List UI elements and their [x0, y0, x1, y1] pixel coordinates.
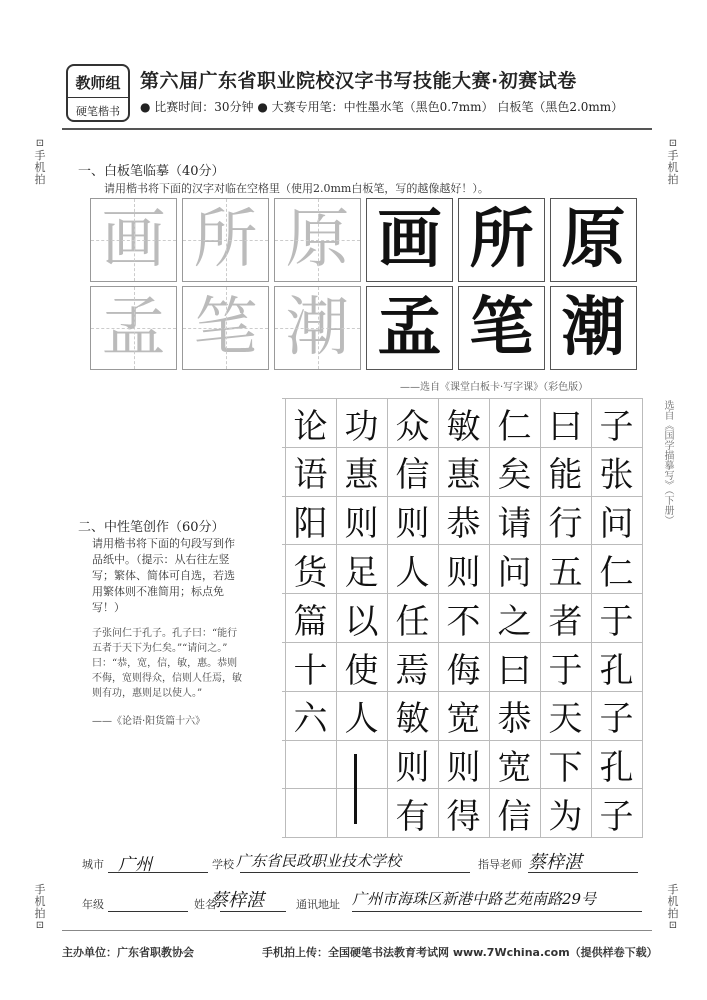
address-label: 通讯地址: [296, 898, 340, 911]
camera-icon: ⊡: [35, 138, 45, 149]
written-character: 之: [497, 601, 532, 642]
written-character: 于: [548, 650, 583, 691]
grid-column-line: [642, 398, 643, 838]
written-character: 使: [344, 650, 379, 691]
written-character: 天: [548, 699, 583, 740]
written-character: 惠: [446, 455, 481, 496]
written-character: 张: [599, 455, 634, 496]
written-character: 信: [395, 455, 430, 496]
written-character: 者: [548, 601, 583, 642]
written-character: 货: [293, 552, 328, 593]
written-character: 仁: [599, 552, 634, 593]
written-character: 宽: [446, 699, 481, 740]
header-divider: [62, 128, 652, 130]
photo-label-top-left: ⊡ 手机拍: [30, 138, 50, 186]
city-label: 城市: [82, 858, 104, 871]
school-line: [240, 872, 470, 873]
written-character: 请: [497, 504, 532, 545]
address-value: 广州市海珠区新港中路艺苑南路29号: [352, 890, 597, 908]
section1-heading: 一、白板笔临摹（40分）: [78, 164, 225, 179]
written-character: 众: [395, 406, 430, 447]
badge-group: 教师组: [68, 66, 128, 98]
written-character: 则: [395, 748, 430, 789]
section2-instruction: 请用楷书将下面的句段写到作品纸中。（提示：从右往左竖写；繁体、简体可自选，若选用繁体则不准简用；标点免写！）: [92, 537, 235, 614]
camera-icon: ⊡: [668, 920, 678, 931]
end-stroke: [354, 754, 357, 824]
city-value: 广州: [118, 855, 152, 875]
written-character: 问: [599, 504, 634, 545]
teacher-label: 指导老师: [478, 858, 522, 871]
written-cell: 笔: [458, 286, 545, 370]
written-character: 有: [395, 796, 430, 837]
written-character: 于: [599, 601, 634, 642]
written-character: 五: [548, 552, 583, 593]
grade-label: 年级: [82, 898, 104, 911]
side-source: 选自《国学描摹写》（下册）: [662, 400, 673, 525]
written-character: [285, 740, 336, 790]
organizer: 主办单位：广东省职教协会: [62, 946, 194, 959]
trace-cell: 孟: [90, 286, 177, 370]
address-line: [352, 911, 642, 912]
trace-cell: 笔: [182, 286, 269, 370]
photo-label-bottom-left: 手机拍 ⊡: [30, 884, 50, 932]
trace-cell: 所: [182, 198, 269, 282]
written-character: 任: [395, 601, 430, 642]
group-badge: [66, 64, 130, 122]
written-character: 能: [548, 455, 583, 496]
photo-label-bottom-right: 手机拍 ⊡: [663, 884, 683, 932]
photo-label-top-right: ⊡ 手机拍: [663, 138, 683, 186]
written-character: 篇: [293, 601, 328, 642]
written-character: [336, 740, 387, 790]
written-character: 则: [395, 504, 430, 545]
written-character: 为: [548, 796, 583, 837]
name-label: 姓名: [194, 898, 216, 911]
written-character: 不: [446, 601, 481, 642]
name-value: 蔡梓湛: [210, 890, 264, 911]
trace-cell: 原: [274, 198, 361, 282]
written-cell: 孟: [366, 286, 453, 370]
trace-cell: 画: [90, 198, 177, 282]
camera-icon: ⊡: [35, 920, 45, 931]
work-grid: [282, 398, 642, 838]
written-character: 子: [599, 699, 634, 740]
section1-instruction: 请用楷书将下面的汉字对临在空格里（使用2.0mm白板笔，写的越像越好！）。: [104, 182, 489, 195]
written-character: 则: [446, 552, 481, 593]
written-character: 仁: [497, 406, 532, 447]
written-character: 矣: [497, 455, 532, 496]
written-cell: 画: [366, 198, 453, 282]
trace-cell: 潮: [274, 286, 361, 370]
written-character: 恭: [497, 699, 532, 740]
written-character: 宽: [497, 748, 532, 789]
section1-source: ——选自《课堂白板卡·写字课》（彩色版）: [400, 382, 589, 393]
written-character: 人: [344, 699, 379, 740]
camera-icon: ⊡: [668, 138, 678, 149]
quote-source: ——《论语·阳货篇十六》: [92, 716, 206, 727]
written-character: 问: [497, 552, 532, 593]
written-character: 得: [446, 796, 481, 837]
written-character: 侮: [446, 650, 481, 691]
written-character: 则: [446, 748, 481, 789]
written-character: 足: [344, 552, 379, 593]
written-character: 六: [293, 699, 328, 740]
written-character: 阳: [293, 504, 328, 545]
written-character: 语: [293, 455, 328, 496]
written-character: 功: [344, 406, 379, 447]
written-character: 十: [293, 650, 328, 691]
written-cell: 原: [550, 198, 637, 282]
written-character: 惠: [344, 455, 379, 496]
written-cell: 潮: [550, 286, 637, 370]
written-character: 敏: [446, 406, 481, 447]
source-quote: 子张问仁于孔子。孔子曰：“能行五者于天下为仁矣。”“请问之。” 曰：“恭，宽，信，敏，惠。恭则不侮，宽则得众，信则人任焉，敏则有功，惠则足以使人。”: [92, 628, 242, 699]
written-character: 行: [548, 504, 583, 545]
written-character: [285, 788, 336, 838]
written-character: 孔: [599, 748, 634, 789]
written-character: 曰: [497, 650, 532, 691]
grade-line: [108, 911, 188, 912]
written-character: 则: [344, 504, 379, 545]
written-character: 孔: [599, 650, 634, 691]
footer-divider: [62, 930, 652, 931]
written-character: [336, 788, 387, 838]
copy-grid: [90, 198, 638, 370]
upload-info: 手机拍上传：全国硬笔书法教育考试网 www.7Wchina.com（提供样卷下载）: [262, 946, 658, 959]
written-character: 敏: [395, 699, 430, 740]
written-character: 恭: [446, 504, 481, 545]
written-character: 以: [344, 601, 379, 642]
written-character: 论: [293, 406, 328, 447]
school-label: 学校: [212, 858, 234, 871]
exam-info: ● 比赛时间：30分钟 ● 大赛专用笔：中性墨水笔（黑色0.7mm） 白板笔（黑色2.0mm）: [140, 100, 624, 114]
written-character: 子: [599, 406, 634, 447]
written-character: 下: [548, 748, 583, 789]
written-character: 信: [497, 796, 532, 837]
written-character: 人: [395, 552, 430, 593]
section2-heading: 二、中性笔创作（60分）: [78, 520, 225, 535]
written-cell: 所: [458, 198, 545, 282]
written-character: 曰: [548, 406, 583, 447]
written-character: 焉: [395, 650, 430, 691]
badge-script: 硬笔楷书: [76, 105, 120, 118]
written-character: 子: [599, 796, 634, 837]
school-value: 广东省民政职业技术学校: [236, 852, 402, 870]
page-title: 第六届广东省职业院校汉字书写技能大赛·初赛试卷: [140, 70, 577, 92]
teacher-value: 蔡梓湛: [528, 852, 582, 873]
